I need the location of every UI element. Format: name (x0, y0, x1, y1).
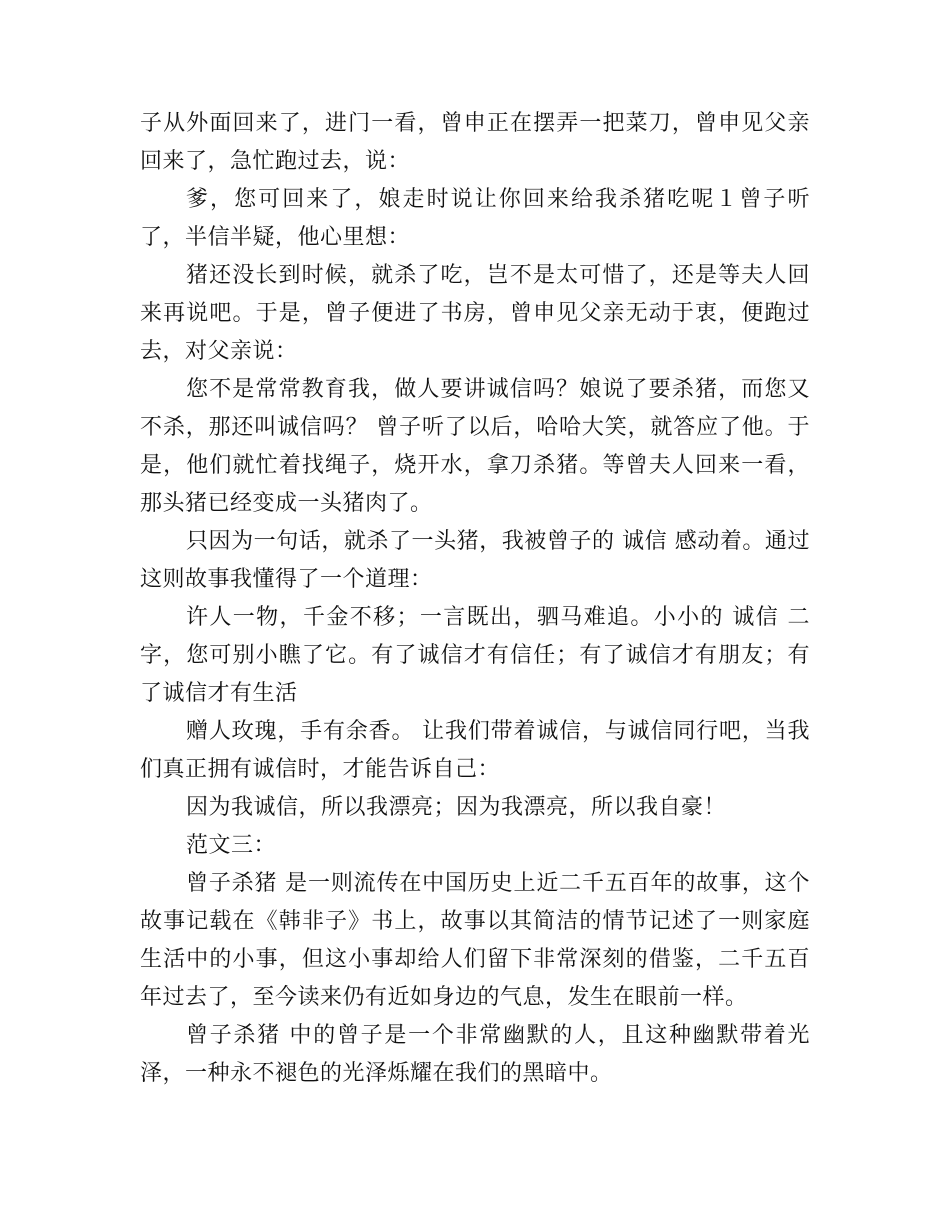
paragraph-10: 曾子杀猪 中的曾子是一个非常幽默的人，且这种幽默带着光泽，一种永不褪色的光泽烁耀在我们的黑暗中。 (140, 1023, 810, 1086)
paragraph-2: 爹，您可回来了，娘走时说让你回来给我杀猪吃呢１曾子听了，半信半疑，他心里想： (140, 187, 810, 250)
paragraph-8: 因为我诚信，所以我漂亮；因为我漂亮，所以我自豪！ (186, 795, 727, 820)
paragraph-9: 曾子杀猪 是一则流传在中国历史上近二千五百年的故事，这个故事记载在《韩非子》书上，故事以其简洁的情节记述了一则家庭生活中的小事，但这小事却给人们留下非常深刻的借鉴，二千五百年过去了，至今读来仍有近如身边的气息，发生在眼前一样。 (140, 871, 810, 1010)
paragraph-3: 猪还没长到时候，就杀了吃，岂不是太可惜了，还是等夫人回来再说吧。于是，曾子便进了书房，曾申见父亲无动于衷，便跑过去，对父亲说： (140, 263, 810, 364)
paragraph-7: 赠人玫瑰，手有余香。 让我们带着诚信，与诚信同行吧，当我们真正拥有诚信时，才能告诉自己： (140, 719, 810, 782)
paragraph-1: 子从外面回来了，进门一看，曾申正在摆弄一把菜刀，曾申见父亲回来了，急忙跑过去，说： (140, 111, 810, 174)
document-body (140, 105, 810, 1093)
paragraph-6: 许人一物，千金不移；一言既出，驷马难追。小小的 诚信 二字，您可别小瞧了它。有了诚信才有信任；有了诚信才有朋友；有了诚信才有生活 (140, 605, 810, 706)
paragraph-4: 您不是常常教育我，做人要讲诚信吗？娘说了要杀猪，而您又不杀，那还叫诚信吗？ 曾子听了以后，哈哈大笑，就答应了他。于是，他们就忙着找绳子，烧开水，拿刀杀猪。等曾夫人回来一看，那头猪已经变成一头猪肉了。 (140, 377, 810, 516)
paragraph-5: 只因为一句话，就杀了一头猪，我被曾子的 诚信 感动着。通过这则故事我懂得了一个道理： (140, 529, 810, 592)
section-heading: 范文三： (186, 833, 277, 858)
